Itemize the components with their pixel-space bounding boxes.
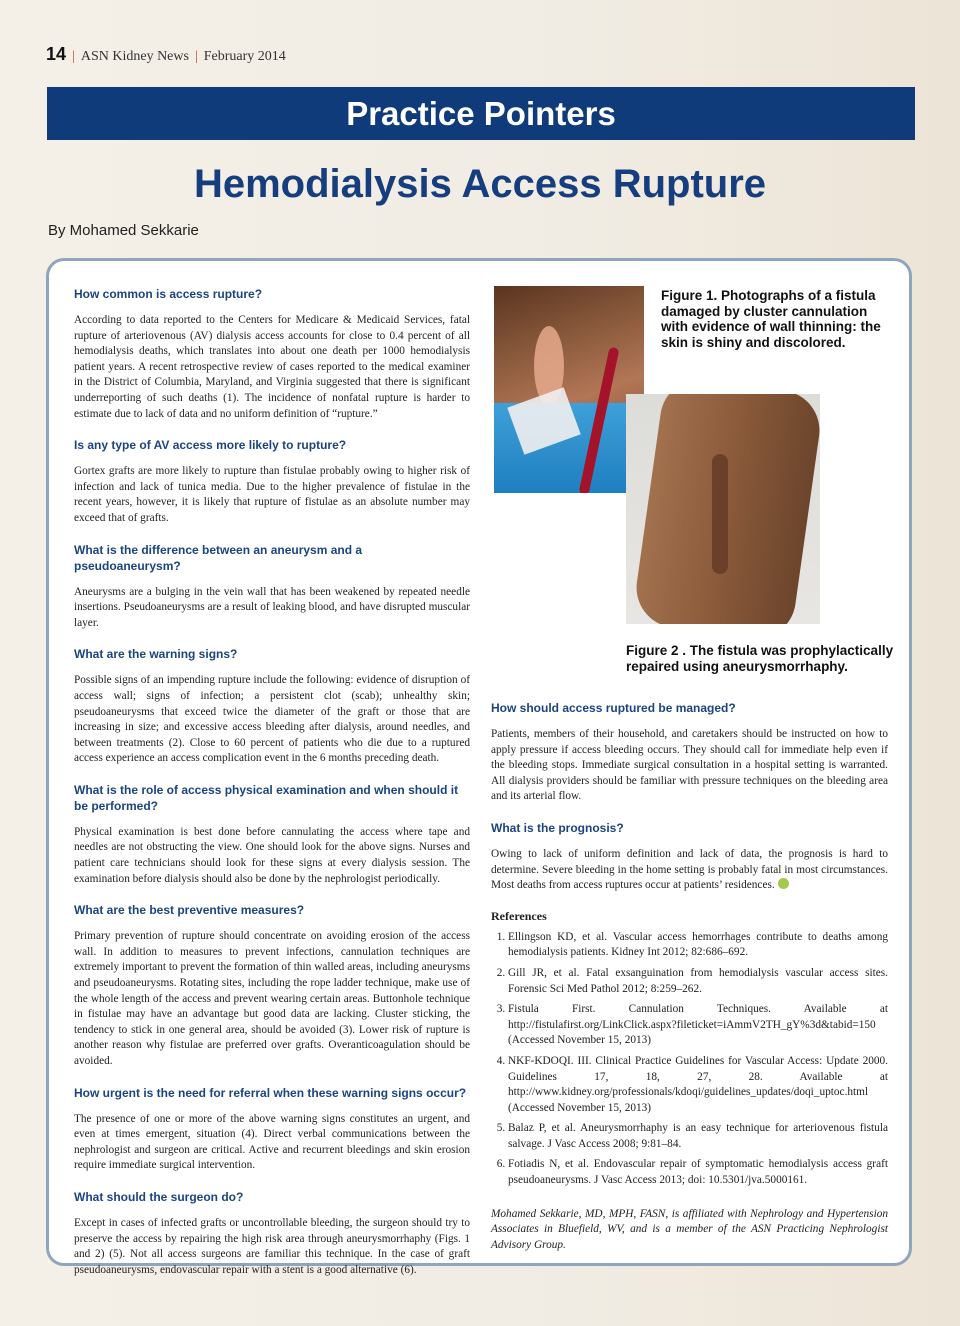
references-list xyxy=(491,930,888,1189)
reference-item: 6. Fotiadis N, et al. Endovascular repair of symptomatic hemodialysis access graft pseudoaneurysms. J Vasc Access 2013; doi: 10.5301/jva.5000161. xyxy=(508,1157,888,1188)
section-text: Gortex grafts are more likely to rupture than fistulae probably owing to higher risk of infection and lack of tunica media. Due to the higher prevalence of fistulae in the recent years, however, it is likely that rupture of fistulae as an absolute number may exceed that of grafts. xyxy=(74,465,470,524)
reference-item: 1. Ellingson KD, et al. Vascular access hemorrhages contribute to deaths among hemodialysis patients. Kidney Int 2012; 82:686–692. xyxy=(508,930,888,961)
publication-name: ASN Kidney News xyxy=(80,49,189,64)
section-text: According to data reported to the Centers for Medicare & Medicaid Services, fatal rupture of arteriovenous (AV) dialysis access accounts for close to 0.4 percent of all hemodialysis deaths, which translates into about one death per 1000 hemodialysis patient years. A recent retrospective review of cases reported to the medical examiner in the District of Columbia, Maryland, and Virginia suggested that there is significant underreporting of such deaths (1). The incidence of nonfatal rupture is harder to estimate due to lack of data and no uniform definition of “rupture.” xyxy=(74,314,470,420)
reference-item: 5. Balaz P, et al. Aneurysmorrhaphy is an easy technique for arteriovenous fistula salvage. J Vasc Access 2008; 9:81–84. xyxy=(508,1121,888,1152)
left-column xyxy=(74,286,470,1278)
prognosis-text: Owing to lack of uniform definition and lack of data, the prognosis is hard to determine. Severe bleeding in the home setting is probably fatal in most circumstances. Most deaths from access ruptures occur at patients’ residences. xyxy=(491,847,888,892)
section-heading: What is the role of access physical examination and when should it be performed? xyxy=(74,782,459,813)
running-header: 14 | ASN Kidney News | February 2014 xyxy=(46,44,286,64)
section-heading: How common is access rupture? xyxy=(74,287,263,301)
reference-item: 3. Fistula First. Cannulation Techniques. Available at http://fistulafirst.org/LinkClick.aspx?fileticket=iAmmV2TH_gY%3d&tabid=150 (Accessed November 15, 2013) xyxy=(508,1002,888,1049)
section-banner xyxy=(47,87,915,140)
section-banner-text: Practice Pointers xyxy=(346,94,616,132)
section-text: Physical examination is best done before cannulating the access where tape and needles are not obstructing the view. One should look for the above signs. Nurses and patient care technicians should look for these signs at every dialysis session. The examination before dialysis should also be done by the nephrologist periodically. xyxy=(74,825,470,885)
article-title: Hemodialysis Access Rupture xyxy=(193,162,767,206)
figure-1-photo xyxy=(494,286,644,493)
section-heading: How urgent is the need for referral when these warning signs occur? xyxy=(74,1085,467,1100)
figure-2-photo xyxy=(626,394,820,624)
section-text: Primary prevention of rupture should concentrate on avoiding erosion of the access wall. In addition to measures to prevent infections, cannulation techniques are extremely important to prevent the formation of thin walled areas, including aneurysms and pseudoaneurysms. Rotating sites, including the rope ladder technique, make use of the whole length of the access and prevent wearing certain areas. Buttonhole technique in fistulae may have an advantage but good data are lacking. Cluster sticking, the tendency to stick in one general area, should be avoided (3). Lower risk of rupture is another reason why fistulae are preferred over grafts. Overanticoagulation should be avoided. xyxy=(74,930,470,1067)
section-text: Possible signs of an impending rupture include the following: evidence of disruption of access wall; signs of infection; a persistent clot (scab); unhealthy skin; pseudoaneurysms that exceed twice the diameter of the graft or those that are increasing in size; and excessive access bleeding after dialysis, around needles, and between treatments (2). Close to 60 percent of patients who die due to a ruptured access experience an access complication event in the 6 months preceding death. xyxy=(74,674,470,765)
figure-1-caption: Figure 1. Photographs of a fistula damaged by cluster cannulation with evidence of wall thinning: the skin is shiny and discolored. xyxy=(661,288,881,350)
section-heading: What is the difference between an aneurysm and a pseudoaneurysm? xyxy=(74,542,363,573)
section-text: Except in cases of infected grafts or uncontrollable bleeding, the surgeon should try to preserve the access by repairing the high risk area through aneurysmorrhaphy (Figs. 1 and 2) (5). Not all access surgeons are familiar this technique. In the case of graft pseudoaneurysms, endovascular repair with a stent is a good alternative (6). xyxy=(74,1216,470,1276)
section-heading: How should access ruptured be managed? xyxy=(491,701,736,715)
issue-date: February 2014 xyxy=(203,49,286,64)
section-heading: Is any type of AV access more likely to rupture? xyxy=(74,438,347,453)
author-bio: Mohamed Sekkarie, MD, MPH, FASN, is affiliated with Nephrology and Hypertension Associates in Bluefield, WV, and is a member of the ASN Practicing Nephrologist Advisory Group. xyxy=(491,1207,888,1251)
section-text: The presence of one or more of the above warning signs constitutes an urgent, and even at times emergent, situation (4). Direct verbal communications between the nephrologist and surgeon are critical. Active and recurrent bleedings and skin erosion require immediate surgical intervention. xyxy=(74,1112,470,1172)
reference-item: 4. NKF-KDOQI. III. Clinical Practice Guidelines for Vascular Access: Update 2000. Guidelines 17, 18, 27, 28. Available at http://www.kidney.org/professionals/kdoqi/guidelines_updates/doqi_uptoc.html (Accessed November 15, 2013) xyxy=(508,1054,888,1116)
section-text: Aneurysms are a bulging in the vein wall that has been weakened by repeated needle insertions. Pseudoaneurysms are a result of leaking blood, and have disrupted muscular layer. xyxy=(74,585,470,629)
section-heading: What are the warning signs? xyxy=(74,647,238,662)
byline: By Mohamed Sekkarie xyxy=(48,222,199,239)
section-text xyxy=(491,847,888,894)
section-text: Patients, members of their household, and caretakers should be instructed on how to apply pressure if access bleeding occurs. They should call for immediate help even if the bleeding stops. Immediate surgical consultation in a hospital setting is warranted. All dialysis providers should be familiar with pressure techniques on the bleeding area and its arterial flow. xyxy=(491,728,888,803)
references-title: References xyxy=(491,908,547,923)
right-column xyxy=(491,700,888,1253)
figure-2-caption: Figure 2 . The fistula was prophylactically repaired using aneurysmorrhaphy. xyxy=(626,643,894,674)
section-heading: What is the prognosis? xyxy=(491,820,624,835)
end-mark-icon xyxy=(778,878,789,889)
reference-item: 2. Gill JR, et al. Fatal exsanguination from hemodialysis vascular access sites. Forensic Sci Med Pathol 2012; 8:259–262. xyxy=(508,966,888,997)
section-heading: What are the best preventive measures? xyxy=(74,903,305,918)
page-number: 14 xyxy=(46,44,67,64)
section-heading: What should the surgeon do? xyxy=(74,1189,244,1204)
